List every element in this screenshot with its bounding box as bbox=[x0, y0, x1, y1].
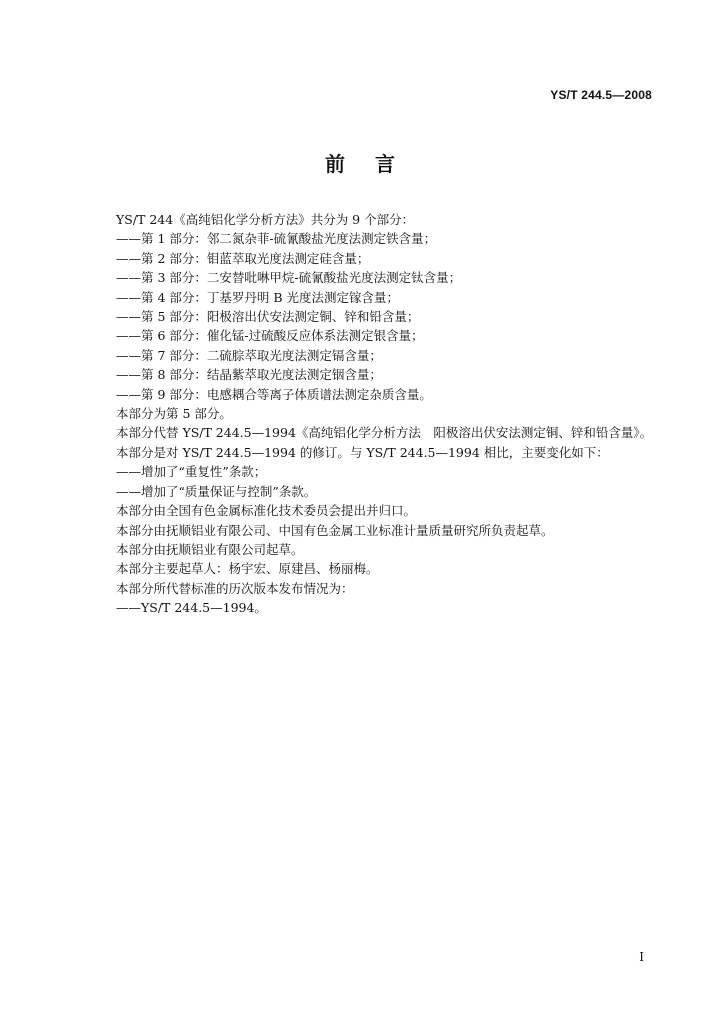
text-line: 本部分是对 YS/T 244.5—1994 的修订。与 YS/T 244.5—1994 相比，主要变化如下： bbox=[116, 444, 609, 460]
page-number: I bbox=[639, 950, 644, 964]
text-line: 本部分为第 5 部分。 bbox=[116, 406, 232, 422]
text-line: ——第 5 部分：阳极溶出伏安法测定铜、锌和铅含量； bbox=[116, 309, 420, 325]
text-line: ——第 1 部分：邻二氮杂菲-硫氰酸盐光度法测定铁含量； bbox=[116, 231, 437, 247]
text-line: 本部分代替 YS/T 244.5—1994《高纯铝化学分析方法 阳极溶出伏安法测定铜、锌和铅含量》。 bbox=[116, 425, 653, 441]
page-title: 前言 bbox=[325, 152, 425, 176]
text-line: ——第 9 部分：电感耦合等离子体质谱法测定杂质含量。 bbox=[116, 386, 432, 402]
text-line: ——第 8 部分：结晶紫萃取光度法测定铟含量； bbox=[116, 367, 382, 383]
text-line: ——增加了“重复性”条款； bbox=[116, 464, 267, 480]
text-line: 本部分由全国有色金属标准化技术委员会提出并归口。 bbox=[116, 503, 417, 519]
foreword-body bbox=[116, 210, 676, 618]
text-line: 本部分由抚顺铝业有限公司起草。 bbox=[116, 541, 304, 557]
text-line: ——增加了“质量保证与控制”条款。 bbox=[116, 483, 317, 499]
text-line: 本部分由抚顺铝业有限公司、中国有色金属工业标准计量质量研究所负责起草。 bbox=[116, 522, 554, 538]
standard-number: YS/T 244.5—2008 bbox=[550, 88, 652, 102]
text-line: 本部分所代替标准的历次版本发布情况为： bbox=[116, 580, 354, 596]
text-line: ——第 2 部分：钼蓝萃取光度法测定硅含量； bbox=[116, 250, 370, 266]
text-line: ——第 7 部分：二硫腙萃取光度法测定镉含量； bbox=[116, 347, 382, 363]
text-line: ——第 3 部分：二安替吡啉甲烷-硫氰酸盐光度法测定钛含量； bbox=[116, 270, 462, 286]
text-line: ——YS/T 244.5—1994。 bbox=[116, 600, 267, 616]
text-line: 本部分主要起草人：杨宇宏、原建昌、杨丽梅。 bbox=[116, 561, 379, 577]
text-line: ——第 4 部分：丁基罗丹明 B 光度法测定镓含量； bbox=[116, 289, 400, 305]
text-line: ——第 6 部分：催化锰-过硫酸反应体系法测定银含量； bbox=[116, 328, 424, 344]
text-line: YS/T 244《高纯铝化学分析方法》共分为 9 个部分： bbox=[116, 212, 415, 227]
